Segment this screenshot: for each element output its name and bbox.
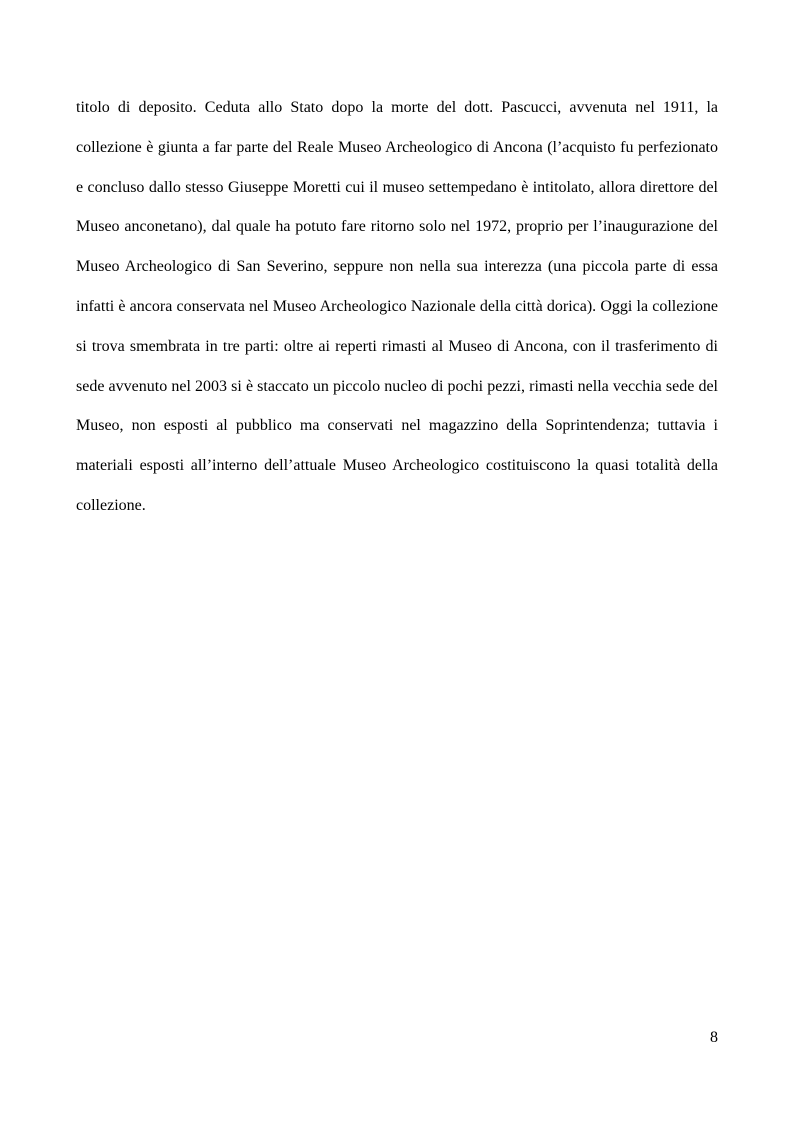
page-number: 8 <box>710 1029 718 1046</box>
body-paragraph: titolo di deposito. Ceduta allo Stato dopo la morte del dott. Pascucci, avvenuta nel 1911, la collezione è giunta a far parte del Reale Museo Archeologico di Ancona (l’acquisto fu perfezionato e concluso dallo stesso Giuseppe Moretti cui il museo settempedano è intitolato, allora direttore del Museo anconetano), dal quale ha potuto fare ritorno solo nel 1972, proprio per l’inaugurazione del Museo Archeologico di San Severino, seppure non nella sua interezza (una piccola parte di essa infatti è ancora conservata nel Museo Archeologico Nazionale della città dorica). Oggi la collezione si trova smembrata in tre parti: oltre ai reperti rimasti al Museo di Ancona, con il trasferimento di sede avvenuto nel 2003 si è staccato un piccolo nucleo di pochi pezzi, rimasti nella vecchia sede del Museo, non esposti al pubblico ma conservati nel magazzino della Soprintendenza; tuttavia i materiali esposti all’interno dell’attuale Museo Archeologico costituiscono la quasi totalità della collezione. <box>76 99 718 514</box>
